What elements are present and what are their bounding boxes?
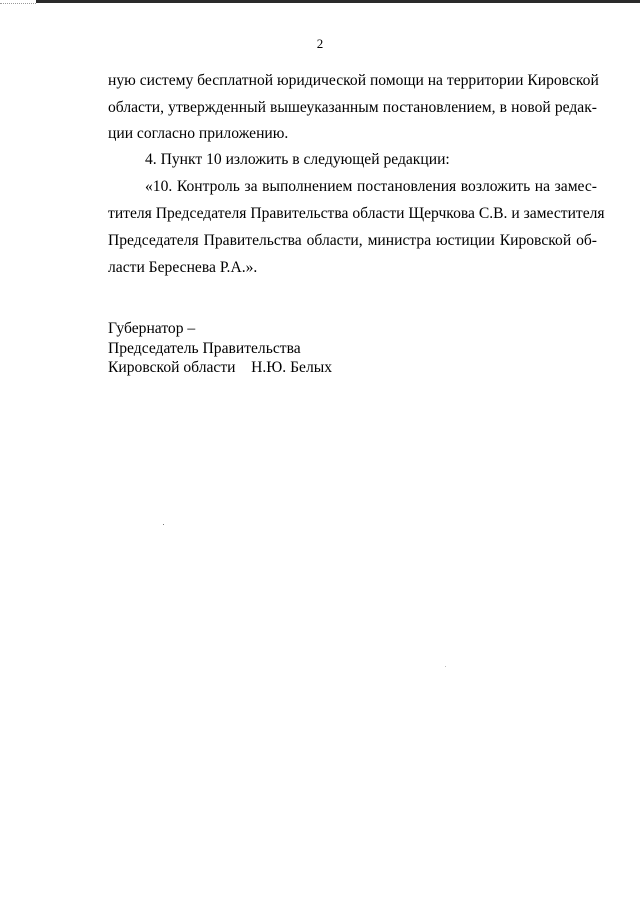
paragraph-3-line-2: тителя Председателя Правительства области Щерчкова С.В. и заместителя: [108, 205, 605, 222]
signature-region-line: [108, 357, 332, 378]
paragraph-1-line-3: ции согласно приложению.: [108, 125, 289, 142]
top-border-line: [0, 0, 640, 3]
paragraph-2: 4. Пункт 10 изложить в следующей редакции:: [145, 151, 450, 168]
paragraph-3-line-4: ласти Береснева Р.А.».: [108, 259, 258, 276]
top-border-gap: [0, 0, 36, 4]
paragraph-1-line-1: ную систему бесплатной юридической помощи на территории Кировской: [108, 72, 599, 89]
scan-speck: [445, 666, 446, 667]
signature-title-governor: Губернатор –: [108, 320, 196, 337]
signature-region: Кировской области: [108, 359, 236, 376]
paragraph-1-line-2: области, утвержденный вышеуказанным постановлением, в новой редак-: [108, 99, 597, 116]
paragraph-3-line-3: Председателя Правительства области, министра юстиции Кировской об-: [108, 232, 597, 249]
signature-title-chairman: Председатель Правительства: [108, 340, 301, 357]
paragraph-3-line-1: «10. Контроль за выполнением постановления возложить на замес-: [145, 178, 597, 195]
signature-spacer: [235, 359, 251, 376]
signature-name: Н.Ю. Белых: [251, 359, 332, 376]
scan-speck: [163, 524, 164, 525]
page-number: 2: [316, 36, 324, 51]
